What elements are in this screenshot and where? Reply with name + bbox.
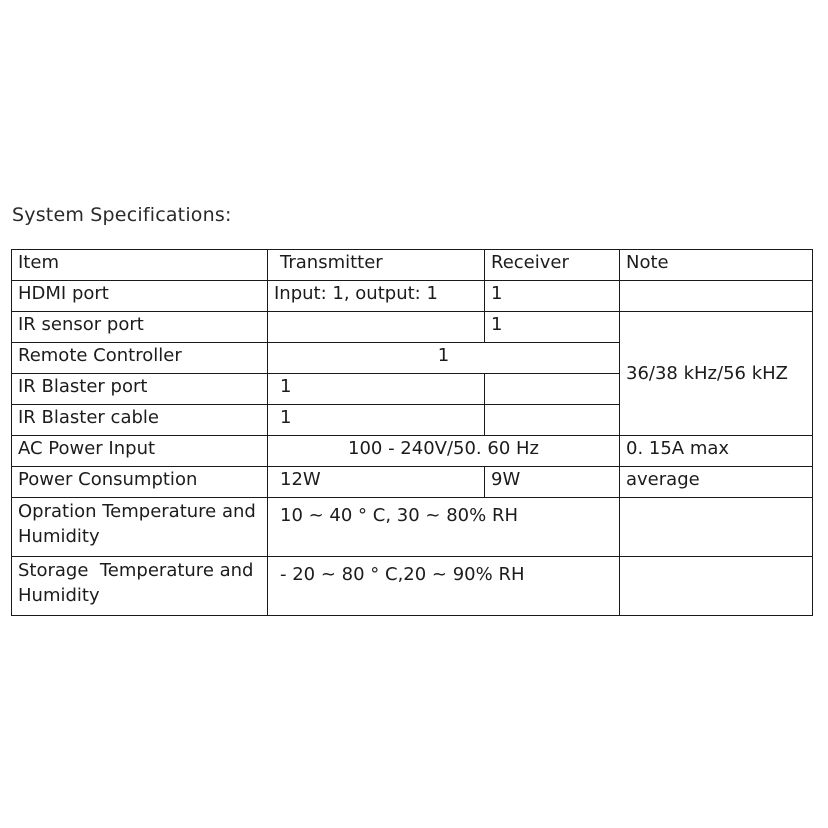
- item-cell: IR sensor port: [12, 312, 268, 343]
- table-row: [12, 467, 813, 498]
- item-cell: Opration Temperature and Humidity: [12, 498, 268, 557]
- note-cell: [620, 557, 813, 616]
- table-row: [12, 281, 813, 312]
- header-receiver: Receiver: [485, 250, 620, 281]
- table-row: [12, 436, 813, 467]
- item-cell: HDMI port: [12, 281, 268, 312]
- receiver-cell: 9W: [485, 467, 620, 498]
- receiver-cell: [485, 374, 620, 405]
- ir-frequency-note-cell: 36/38 kHz/56 kHZ: [620, 312, 813, 436]
- item-cell: Remote Controller: [12, 343, 268, 374]
- table-row: [12, 312, 813, 343]
- table-header-row: [12, 250, 813, 281]
- table-row: [12, 498, 813, 557]
- receiver-cell: 1: [485, 281, 620, 312]
- shared-value-cell: - 20 ~ 80 ° C,20 ~ 90% RH: [268, 557, 620, 616]
- receiver-cell: 1: [485, 312, 620, 343]
- shared-value-cell: 1: [268, 343, 620, 374]
- note-cell: 0. 15A max: [620, 436, 813, 467]
- shared-value-cell: 10 ~ 40 ° C, 30 ~ 80% RH: [268, 498, 620, 557]
- system-specifications-table: [11, 249, 813, 616]
- item-cell: Storage Temperature and Humidity: [12, 557, 268, 616]
- item-cell: Power Consumption: [12, 467, 268, 498]
- note-cell: [620, 281, 813, 312]
- note-cell: average: [620, 467, 813, 498]
- transmitter-cell: 1: [268, 374, 485, 405]
- table-row: [12, 557, 813, 616]
- page-title: System Specifications:: [12, 204, 232, 226]
- transmitter-cell: Input: 1, output: 1: [268, 281, 485, 312]
- receiver-cell: [485, 405, 620, 436]
- transmitter-cell: 1: [268, 405, 485, 436]
- item-cell: AC Power Input: [12, 436, 268, 467]
- note-cell: [620, 498, 813, 557]
- item-cell: IR Blaster cable: [12, 405, 268, 436]
- header-item: Item: [12, 250, 268, 281]
- header-transmitter: Transmitter: [268, 250, 485, 281]
- shared-value-cell: 100 - 240V/50. 60 Hz: [268, 436, 620, 467]
- transmitter-cell: 12W: [268, 467, 485, 498]
- transmitter-cell: [268, 312, 485, 343]
- item-cell: IR Blaster port: [12, 374, 268, 405]
- header-note: Note: [620, 250, 813, 281]
